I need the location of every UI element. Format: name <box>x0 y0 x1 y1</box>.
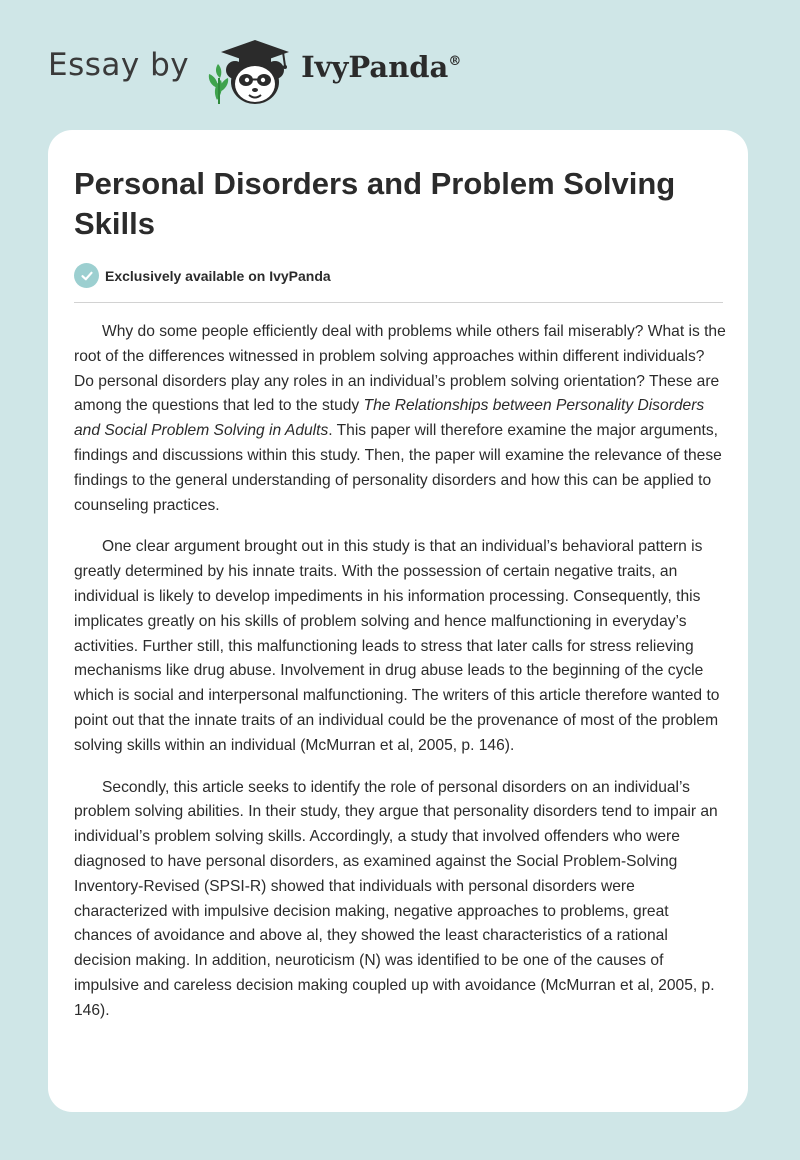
study-title: The Relationships between Personality Disorders and Social Problem Solving in Adults <box>74 397 705 440</box>
exclusive-label: Exclusively available on IvyPanda <box>105 267 331 284</box>
essay-card <box>48 130 748 1112</box>
essay-by-label: Essay by <box>48 47 190 83</box>
page-title: Personal Disorders and Problem Solving Skills <box>74 166 676 241</box>
site-header <box>48 30 461 110</box>
panda-graduate-logo[interactable] <box>203 30 295 110</box>
brand-name[interactable]: IvyPanda® <box>301 50 462 84</box>
paragraph-2: One clear argument brought out in this study is that an individual’s behavioral pattern is greatly determined by his innate traits. With the possession of certain negative traits, an individual is likely to develop impediments in his information processing. Consequently, this implicates greatly on his skills of problem solving and hence malfunctioning in everyday’s activities. Further still, this malfunctioning leads to stress that later calls for stress relieving mechanisms like drug abuse. Involvement in drug abuse leads to the beginning of the cycle which is social and interpersonal malfunctioning. The writers of this article therefore wanted to point out that the innate traits of an individual could be the provenance of most of the problem solving skills within an individual (McMurran et al, 2005, p. 146). <box>74 538 720 754</box>
exclusive-badge <box>74 263 331 288</box>
divider <box>74 302 723 303</box>
essay-body <box>74 320 726 1041</box>
check-circle-icon <box>74 263 99 288</box>
paragraph-1: Why do some people efficiently deal with problems while others fail miserably? What is the root of the differences witnessed in problem solving approaches within different individuals? Do personal disorders play any roles in an individual’s problem solving orientation? These are among the questions that led to the study The Relationships between Personality Disorders and Social Problem Solving in Adults. This paper will therefore examine the major arguments, findings and discussions within this study. Then, the paper will examine the relevance of these findings to the general understanding of personality disorders and how this can be applied to counseling practices. <box>74 323 726 514</box>
leaf-icon <box>209 64 228 104</box>
paragraph-3: Secondly, this article seeks to identify the role of personal disorders on an individual’s problem solving abilities. In their study, they argue that personality disorders tend to impair an individual’s problem solving skills. Accordingly, a study that involved offenders who were diagnosed to have personal disorders, as examined against the Social Problem-Solving Inventory-Revised (SPSI-R) showed that individuals with personal disorders were characterized with impulsive decision making, negative approaches to problems, great chances of avoidance and above al, they showed the least characteristics of a rational decision making. In addition, neuroticism (N) was identified to be one of the causes of impulsive and careless decision making coupled up with avoidance (McMurran et al, 2005, p. 146). <box>74 778 718 1019</box>
